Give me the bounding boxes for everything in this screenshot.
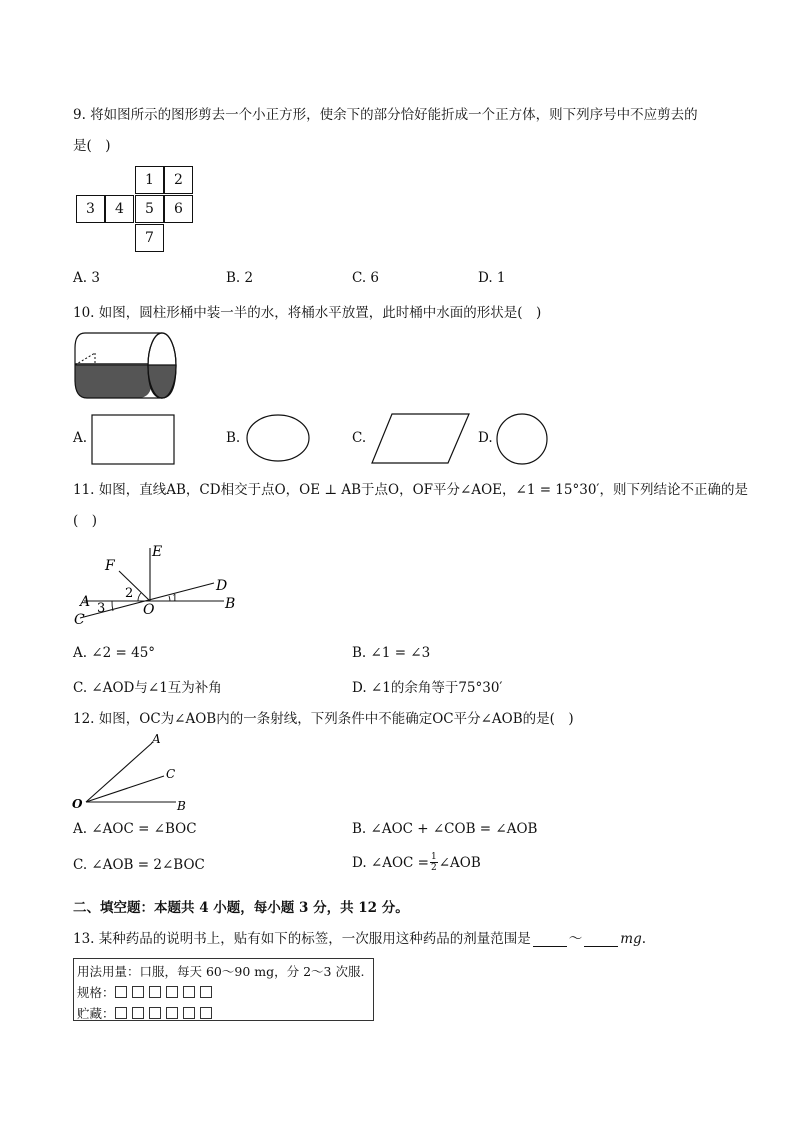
- q9-option-b: B. 2: [226, 270, 254, 286]
- q12-label-c: C: [166, 767, 176, 781]
- q13-medicine-label: [73, 958, 374, 1021]
- label-storage-line: [77, 1004, 217, 1022]
- q9-option-a: A. 3: [73, 270, 100, 286]
- q9-option-d: D. 1: [478, 270, 506, 286]
- net-cell-3: 3: [76, 195, 105, 223]
- net-cell-4: 4: [105, 195, 134, 223]
- q12-option-d-tail: ∠AOB: [438, 854, 481, 871]
- label-usage-line: 用法用量：口服，每天 60～90 mg，分 2～3 次服.: [77, 964, 365, 979]
- q11-option-d: D. ∠1的余角等于75°30′: [352, 680, 503, 696]
- q11-label-o: O: [143, 602, 155, 618]
- q12-label-a: A: [152, 732, 161, 746]
- q11-label-3: 3: [97, 601, 106, 616]
- q11-label-e: E: [152, 544, 163, 560]
- q13-blank-min[interactable]: [533, 932, 567, 947]
- q10-cylinder-figure: [70, 328, 182, 404]
- net-cell-7: 7: [135, 224, 164, 252]
- box-icon: [166, 986, 178, 998]
- box-icon: [149, 1007, 161, 1019]
- q12-option-c: C. ∠AOB = 2∠BOC: [73, 857, 205, 873]
- label-spec-line: [77, 983, 217, 1001]
- q12-stem: 12. 如图，OC为∠AOB内的一条射线，下列条件中不能确定OC平分∠AOB的是( ): [73, 711, 574, 727]
- fraction-denominator: 2: [431, 863, 437, 873]
- q11-option-b: B. ∠1 = ∠3: [352, 645, 431, 661]
- q9-stem-line2: 是( ): [73, 138, 111, 154]
- q11-stem-line2: ( ): [73, 513, 98, 529]
- net-cell-1: 1: [135, 166, 164, 194]
- q12-option-d-text: D. ∠AOC =: [352, 854, 429, 871]
- q11-label-d: D: [216, 578, 228, 594]
- q10-stem: 10. 如图，圆柱形桶中装一半的水，将桶水平放置，此时桶中水面的形状是( ): [73, 305, 542, 321]
- q12-option-b: B. ∠AOC + ∠COB = ∠AOB: [352, 821, 538, 837]
- box-icon: [200, 986, 212, 998]
- q10-option-c-letter: C.: [352, 430, 367, 446]
- box-icon: [166, 1007, 178, 1019]
- q11-label-1: 1: [172, 594, 178, 604]
- q10-option-b-letter: B.: [226, 430, 241, 446]
- q11-option-c: C. ∠AOD与∠1互为补角: [73, 680, 222, 696]
- q12-label-b: B: [177, 799, 186, 813]
- q10-option-c-parallelogram: [370, 412, 472, 466]
- q11-angle-figure: [72, 540, 242, 630]
- q13-stem: [73, 927, 646, 947]
- fraction-numerator: 1: [431, 852, 437, 862]
- q12-option-a: A. ∠AOC = ∠BOC: [73, 821, 197, 837]
- q13-stem-prefix: 13. 某种药品的说明书上，贴有如下的标签，一次服用这种药品的剂量范围是: [73, 931, 531, 947]
- q10-option-d-letter: D.: [478, 430, 493, 446]
- box-icon: [115, 986, 127, 998]
- net-cell-6: 6: [164, 195, 193, 223]
- q11-stem-line1: 11. 如图，直线AB，CD相交于点O，OE ⊥ AB于点O，OF平分∠AOE，∠1 = 15°30′，则下列结论不正确的是: [73, 482, 748, 498]
- box-icon: [183, 986, 195, 998]
- label-spec-text: 规格：: [77, 985, 115, 1000]
- box-icon: [149, 986, 161, 998]
- section-2-heading: 二、填空题：本题共 4 小题，每小题 3 分，共 12 分。: [73, 900, 409, 916]
- net-cell-5: 5: [135, 195, 164, 223]
- q9-stem-line1: 9. 将如图所示的图形剪去一个小正方形，使余下的部分恰好能折成一个正方体，则下列序号中不应剪去的: [73, 107, 698, 123]
- q12-label-o: O: [72, 797, 83, 811]
- q11-label-b: B: [225, 596, 236, 612]
- q13-period: .: [641, 931, 647, 947]
- q10-option-a-letter: A.: [73, 430, 88, 446]
- q13-blank-max[interactable]: [584, 932, 618, 947]
- box-icon: [200, 1007, 212, 1019]
- box-icon: [115, 1007, 127, 1019]
- q12-option-d-fraction: [430, 852, 438, 873]
- q10-option-d-circle: [495, 412, 551, 468]
- q11-label-a: A: [80, 594, 91, 610]
- q12-angle-figure: [70, 730, 195, 814]
- q13-unit: mg: [620, 931, 642, 947]
- q11-option-a: A. ∠2 = 45°: [73, 645, 156, 661]
- box-icon: [132, 1007, 144, 1019]
- q12-option-d: [352, 852, 481, 873]
- q11-label-c: C: [74, 612, 85, 628]
- q13-tilde: ～: [568, 931, 583, 947]
- label-storage-text: 贮藏：: [77, 1006, 115, 1021]
- q10-option-a-rectangle: [91, 414, 177, 466]
- net-cell-2: 2: [164, 166, 193, 194]
- box-icon: [132, 986, 144, 998]
- q11-label-f: F: [105, 558, 115, 574]
- q9-option-c: C. 6: [352, 270, 380, 286]
- q10-option-b-ellipse: [244, 414, 312, 464]
- q11-label-2: 2: [125, 586, 134, 601]
- box-icon: [183, 1007, 195, 1019]
